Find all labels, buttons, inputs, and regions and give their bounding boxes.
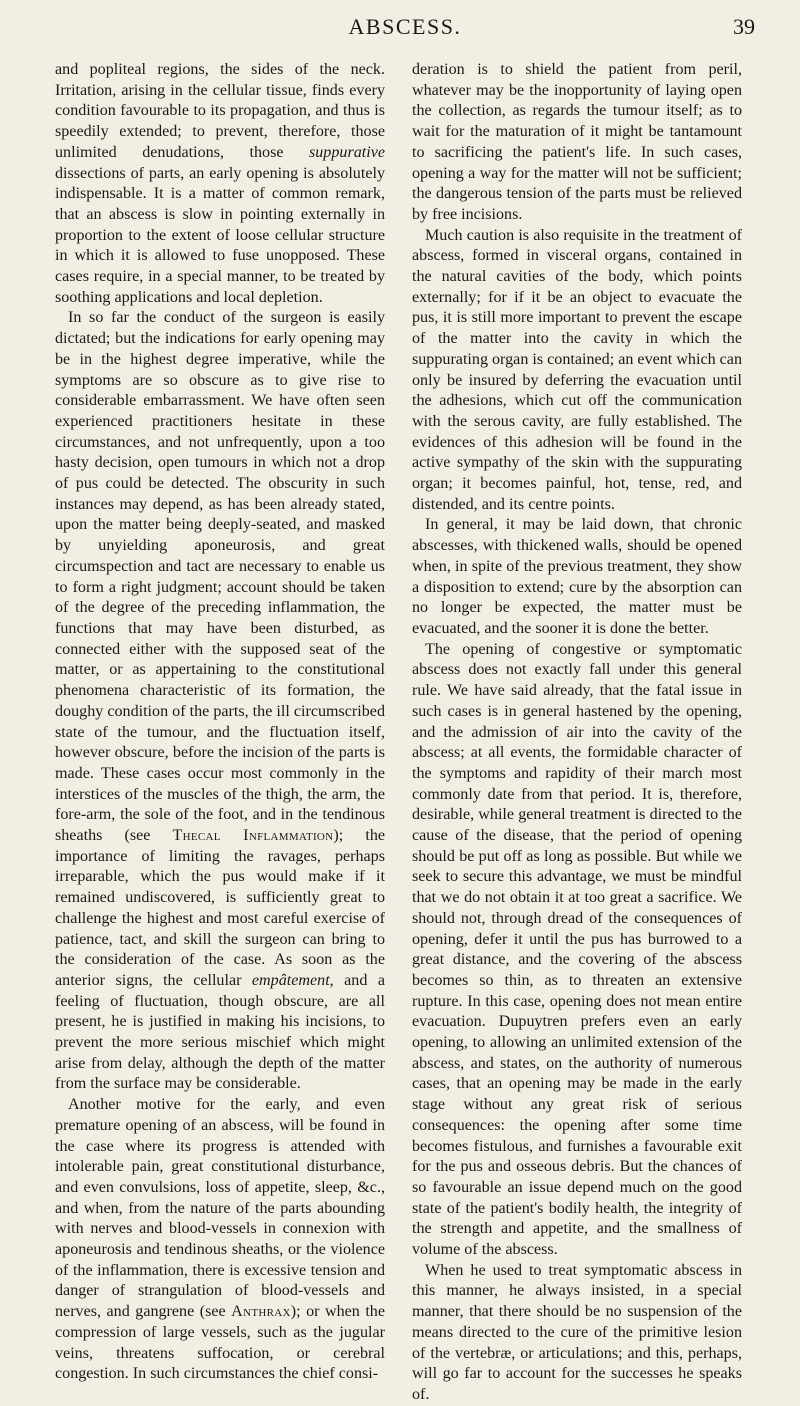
running-title: ABSCESS. <box>348 14 462 39</box>
paragraph: Much caution is also requisite in the treatment of abscess, formed in visceral organs, contained in the natural cavities of the body, which points externally; for if it be an object to evacuate the pus, it is still more important to prevent the escape of the matter into the cavity in which the suppurating organ is contained; an event which can only be insured by deferring the evacuation until the adhesions, which cut off the communication with the serous cavity, are fully established. The evidences of this adhesion will be found in the active sympathy of the skin with the suppurating organ; it becomes painful, hot, tense, red, and distended, and its centre points. <box>412 226 742 513</box>
right-column <box>412 60 742 1406</box>
page-header <box>55 14 755 40</box>
paragraph: In general, it may be laid down, that chronic abscesses, with thickened walls, should be opened when, in spite of the previous treatment, they show a disposition to extend; cure by the absorption can no longer be expected, the matter must be evacuated, and the sooner it is done the better. <box>412 516 742 637</box>
cross-reference: Thecal Inflammation <box>172 827 334 845</box>
paragraph: In so far the conduct of the surgeon is easily dictated; but the indications for early opening may be in the highest degree imperative, while the symptoms are so obscure as to give rise to considerable embarrassment. We have often seen experienced practitioners hesitate in these circumstances, and not unfrequently, upon a too hasty decision, open tumours in which not a drop of pus could be detected. The obscurity in such instances may depend, as has been already stated, upon the matter being deeply-seated, and masked by unyielding aponeurosis, and great circumspection and tact are necessary to enable us to form a right judgment; account should be taken of the degree of the preceding inflammation, the functions that may have been disturbed, as connected either with the supposed seat of the matter, or as appertaining to the constitutional phenomena characteristic of its formation, the doughy condition of the parts, the ill circumscribed state of the tumour, and the fluctuation itself, however obscure, before the incision of the parts is made. These cases occur most commonly in the interstices of the muscles of the thigh, the arm, the fore-arm, the sole of the foot, and in the tendinous sheaths (see Thecal Inflammation); the importance of limiting the ravages, perhaps irreparable, which the pus would make if it remained undiscovered, is sufficiently great to challenge the highest and most careful exercise of patience, tact, and skill the surgeon can bring to the consideration of the case. As soon as the anterior signs, the cellular empâtement, and a feeling of fluctuation, though obscure, are all present, he is justified in making his incisions, to prevent the more serious mischief which might arise from delay, although the depth of the matter from the surface may be considerable. <box>55 309 386 1093</box>
emphasis: suppurative <box>309 143 385 161</box>
paragraph: The opening of congestive or symptomatic abscess does not exactly fall under this general rule. We have said already, that the fatal issue in such cases is in general hastened by the opening, and the admission of air into the cavity of the abscess; at all events, the formidable character of the symptoms and rapidity of their march most commonly date from that period. It is, therefore, desirable, while general treatment is directed to the cause of the disease, that the period of opening should be put off as long as possible. But while we seek to secure this advantage, we must be mindful that we do not obtain it at too great a sacrifice. We should not, through dread of the consequences of opening, defer it until the pus has burrowed to a great distance, and the covering of the abscess becomes so thin, as to threaten an extensive rupture. In this case, opening does not mean entire evacuation. Dupuytren prefers even an early opening, to allowing an unlimited extension of the abscess, and states, on the authority of numerous cases, that an opening may be made in the early stage without any great risk of serious consequences: the opening after some time becomes fistulous, and furnishes a favourable exit for the pus and osseous debris. But the chances of so favourable an issue depend much on the good state of the patient's bodily health, the integrity of the strength and appetite, and the smallness of volume of the abscess. <box>412 640 742 1259</box>
cross-reference: Anthrax <box>231 1303 291 1321</box>
paragraph: Another motive for the early, and even premature opening of an abscess, will be found in the case where its progress is attended with intolerable pain, great constitutional disturbance, and even convulsions, loss of appetite, sleep, &c., and when, from the nature of the parts abounding with nerves and blood-vessels in connexion with aponeurosis and tendinous sheaths, or the violence of the inflammation, there is excessive tension and danger of strangulation of blood-vessels and nerves, and gangrene (see Anthrax); or when the compression of large vessels, such as the jugular veins, threatens suffocation, or cerebral congestion. In such circumstances the chief consi- <box>55 1096 386 1383</box>
page-number: 39 <box>733 14 755 39</box>
paragraph: When he used to treat symptomatic abscess in this manner, he always insisted, in a special manner, that there should be no suspension of the means directed to the cure of the primitive lesion of the vertebræ, or articulations; and this, perhaps, will go far to account for the successes he speaks of. <box>412 1261 742 1403</box>
paragraph: and popliteal regions, the sides of the neck. Irritation, arising in the cellular tissue, finds every condition favourable to its propagation, and thus is speedily extended; to prevent, therefore, those unlimited denudations, those suppurative dissections of parts, an early opening is absolutely indispensable. It is a matter of common remark, that an abscess is slow in pointing externally in proportion to the extent of loose cellular structure in which it is allowed to fuse unopposed. These cases require, in a special manner, to be treated by soothing applications and local depletion. <box>55 61 385 306</box>
emphasis: empâtement <box>251 971 330 989</box>
paragraph: deration is to shield the patient from peril, whatever may be the inopportunity of laying open the collection, as regards the tumour itself; as to wait for the maturation of it might be tantamount to sacrificing the patient's life. In such cases, opening a way for the matter will not be sufficient; the dangerous tension of the parts must be relieved by free incisions. <box>412 61 742 223</box>
left-column <box>55 60 385 1385</box>
